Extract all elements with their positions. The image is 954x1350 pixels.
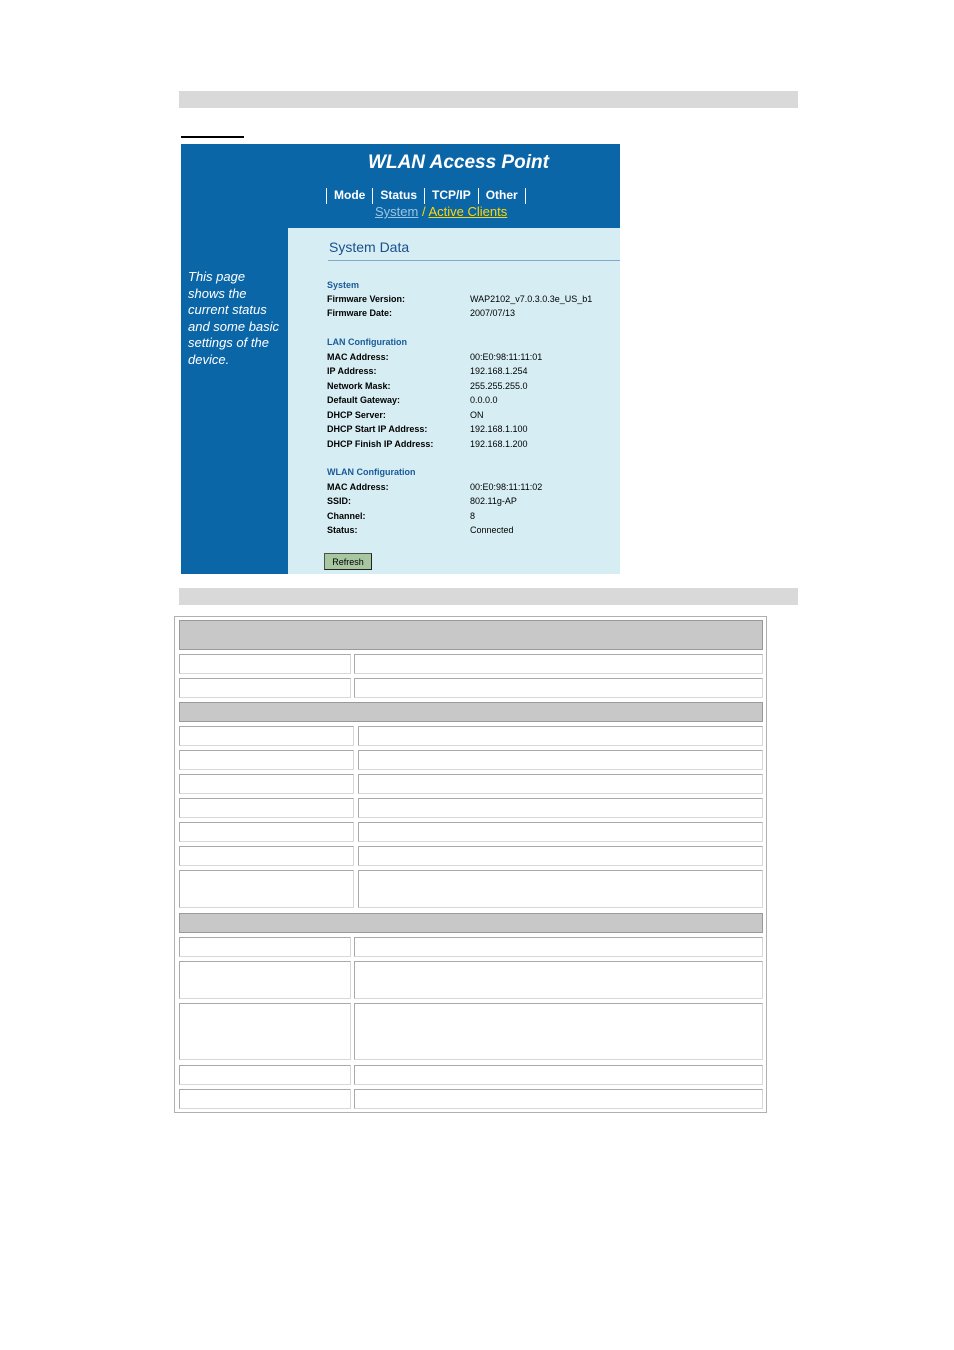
table-cell bbox=[179, 1065, 351, 1085]
table-cell bbox=[354, 1065, 763, 1085]
section-header-bar-2 bbox=[179, 588, 798, 605]
value-ssid: 802.11g-AP bbox=[470, 496, 517, 506]
table-cell bbox=[354, 937, 763, 957]
label-lan-mac: MAC Address: bbox=[327, 352, 389, 362]
refresh-button[interactable]: Refresh bbox=[324, 553, 372, 570]
value-network-mask: 255.255.255.0 bbox=[470, 381, 528, 391]
value-firmware-date: 2007/07/13 bbox=[470, 308, 516, 318]
table-cell bbox=[354, 961, 763, 999]
table-cell bbox=[179, 726, 354, 746]
tab-mode[interactable]: Mode bbox=[326, 188, 372, 204]
value-channel: 8 bbox=[470, 511, 476, 521]
section-title-lan: LAN Configuration bbox=[327, 337, 407, 347]
label-network-mask: Network Mask: bbox=[327, 381, 391, 391]
subnav-separator: / bbox=[421, 204, 426, 219]
table-cell bbox=[358, 846, 763, 866]
table-cell bbox=[358, 774, 763, 794]
label-dhcp-start: DHCP Start IP Address: bbox=[327, 424, 428, 434]
table-cell bbox=[358, 822, 763, 842]
tab-tcpip[interactable]: TCP/IP bbox=[424, 188, 478, 204]
table-cell bbox=[179, 870, 354, 908]
label-default-gateway: Default Gateway: bbox=[327, 395, 401, 405]
table-cell bbox=[179, 846, 354, 866]
table-cell bbox=[179, 750, 354, 770]
tab-status[interactable]: Status bbox=[372, 188, 424, 204]
section-header-bar bbox=[179, 91, 798, 108]
table-section-row bbox=[179, 913, 763, 933]
system-data-panel bbox=[288, 228, 620, 574]
table-cell bbox=[179, 1089, 351, 1109]
device-title: WLAN Access Point bbox=[368, 152, 549, 173]
value-status: Connected bbox=[470, 525, 514, 535]
table-cell bbox=[354, 1089, 763, 1109]
table-cell bbox=[179, 937, 351, 957]
subnav-active-clients-link[interactable]: Active Clients bbox=[428, 204, 508, 219]
figure-caption-underline bbox=[181, 136, 244, 138]
section-title-system: System bbox=[327, 280, 360, 290]
main-nav bbox=[326, 188, 526, 204]
table-cell bbox=[179, 678, 351, 698]
value-wlan-mac: 00:E0:98:11:11:02 bbox=[470, 482, 543, 492]
value-firmware-version: WAP2102_v7.0.3.0.3e_US_b1 bbox=[470, 294, 593, 304]
tab-other[interactable]: Other bbox=[478, 188, 526, 204]
table-section-row bbox=[179, 702, 763, 722]
label-ip-address: IP Address: bbox=[327, 366, 377, 376]
sidebar-description: This page shows the current status and some basic settings of the device. bbox=[188, 269, 280, 367]
value-ip-address: 192.168.1.254 bbox=[470, 366, 528, 376]
section-title-wlan: WLAN Configuration bbox=[327, 467, 416, 477]
table-cell bbox=[179, 822, 354, 842]
table-cell bbox=[354, 678, 763, 698]
label-dhcp-server: DHCP Server: bbox=[327, 410, 386, 420]
table-cell bbox=[179, 774, 354, 794]
value-lan-mac: 00:E0:98:11:11:01 bbox=[470, 352, 543, 362]
table-cell bbox=[179, 654, 351, 674]
device-header bbox=[181, 144, 620, 228]
table-cell bbox=[179, 961, 351, 999]
label-dhcp-finish: DHCP Finish IP Address: bbox=[327, 439, 434, 449]
device-status-screenshot bbox=[181, 144, 620, 574]
label-wlan-mac: MAC Address: bbox=[327, 482, 389, 492]
value-dhcp-start: 192.168.1.100 bbox=[470, 424, 528, 434]
table-cell bbox=[354, 654, 763, 674]
table-cell bbox=[354, 1003, 763, 1060]
value-dhcp-server: ON bbox=[470, 410, 484, 420]
table-cell bbox=[179, 1003, 351, 1060]
page-title: System Data bbox=[329, 239, 410, 255]
table-cell bbox=[358, 726, 763, 746]
table-cell bbox=[358, 870, 763, 908]
table-cell bbox=[179, 798, 354, 818]
label-channel: Channel: bbox=[327, 511, 366, 521]
label-firmware-version: Firmware Version: bbox=[327, 294, 406, 304]
device-sidebar bbox=[181, 228, 288, 574]
label-ssid: SSID: bbox=[327, 496, 352, 506]
subnav-system-link[interactable]: System bbox=[375, 204, 419, 219]
label-status: Status: bbox=[327, 525, 358, 535]
table-cell bbox=[358, 750, 763, 770]
value-dhcp-finish: 192.168.1.200 bbox=[470, 439, 528, 449]
table-header-row bbox=[179, 620, 763, 650]
table-cell bbox=[358, 798, 763, 818]
sub-nav bbox=[375, 204, 507, 219]
label-firmware-date: Firmware Date: bbox=[327, 308, 393, 318]
title-divider bbox=[328, 260, 620, 261]
value-default-gateway: 0.0.0.0 bbox=[470, 395, 498, 405]
